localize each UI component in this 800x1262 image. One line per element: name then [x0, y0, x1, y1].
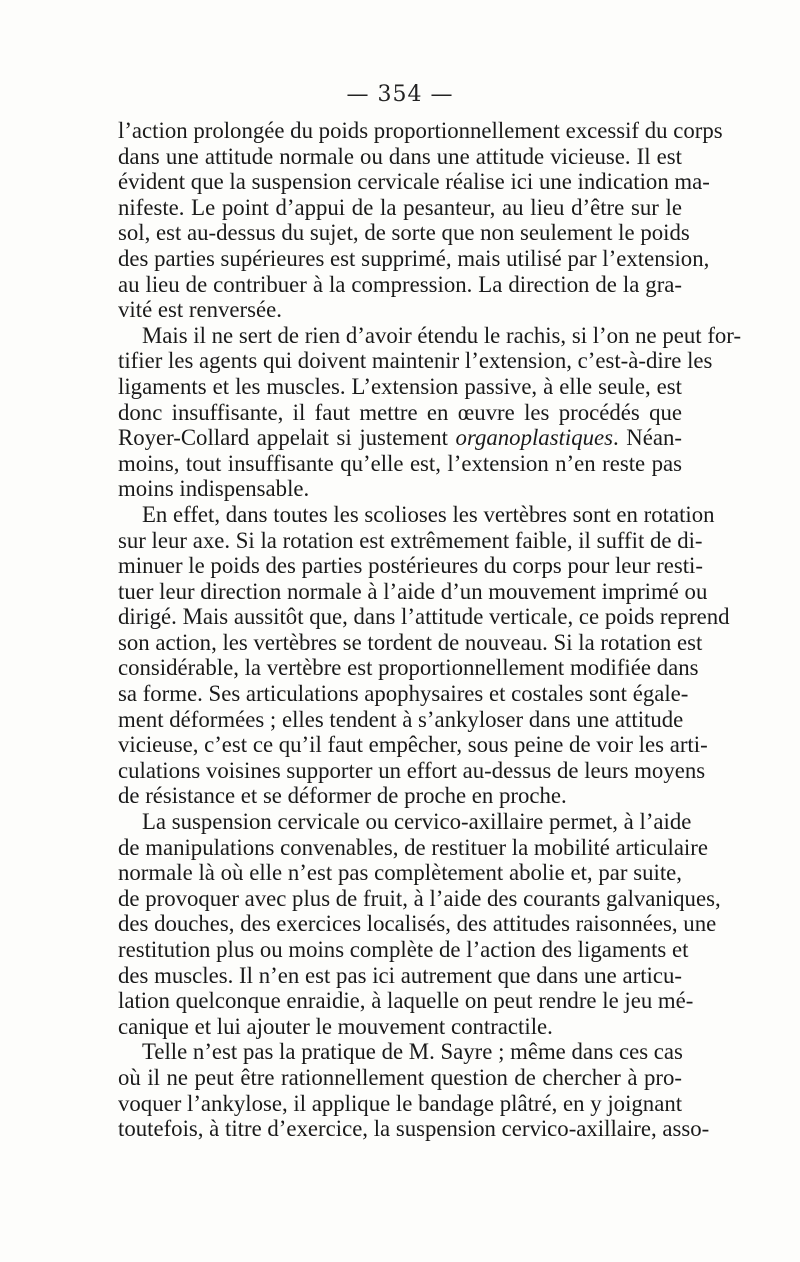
text-line: donc insuffisante, il faut mettre en œuvre les procédés que: [118, 399, 682, 425]
text-line: normale là où elle n’est pas complètement abolie et, par suite,: [118, 860, 682, 886]
paragraph: [118, 501, 730, 809]
italic-term: organoplastiques: [455, 425, 614, 451]
text-line: au lieu de contribuer à la compression. La direction de la gra-: [118, 271, 682, 297]
text-line: ligaments et les muscles. L’extension passive, à elle seule, est: [118, 373, 682, 399]
text-line: minuer le poids des parties postérieures du corps pour leur resti-: [118, 553, 703, 579]
text-line: moins, tout insuffisante qu’elle est, l’extension n’en reste pas: [118, 450, 682, 476]
text-line: sa forme. Ses articulations apophysaires et costales sont égale-: [118, 681, 689, 707]
text-line: des douches, des exercices localisés, des attitudes raisonnées, une: [118, 911, 717, 937]
text-line: nifeste. Le point d’appui de la pesanteur, au lieu d’être sur le: [118, 194, 682, 220]
text-line: évident que la suspension cervicale réalise ici une indication ma-: [118, 169, 710, 195]
text-line: moins indispensable.: [118, 476, 310, 502]
text-line: sol, est au-dessus du sujet, de sorte que non seulement le poids: [118, 220, 690, 246]
text-line: restitution plus ou moins complète de l’action des ligaments et: [118, 937, 689, 962]
text-line: Royer-Collard appelait si justement organoplastiques. Néan-: [118, 425, 682, 451]
text-line: lation quelconque enraidie, à laquelle on peut rendre le jeu mé-: [118, 988, 694, 1014]
text-line: toutefois, à titre d’exercice, la suspension cervico-axillaire, asso-: [118, 1116, 710, 1142]
text-line: des parties supérieures est supprimé, mais utilisé par l’extension,: [118, 245, 710, 271]
text-line: Telle n’est pas la pratique de M. Sayre ; même dans ces cas: [142, 1039, 683, 1065]
text-line: de résistance et se déformer de proche en proche.: [118, 783, 567, 809]
text-line: vité est renversée.: [118, 297, 282, 323]
text-line: l’action prolongée du poids proportionnellement excessif du corps: [118, 118, 723, 143]
text-line: de provoquer avec plus de fruit, à l’aide des courants galvaniques,: [118, 885, 721, 911]
text-line: tifier les agents qui doivent maintenir l’extension, c’est-à-dire les: [118, 348, 713, 374]
text-line: dans une attitude normale ou dans une attitude vicieuse. Il est: [118, 143, 682, 169]
body-text: [118, 118, 742, 1142]
text-line: tuer leur direction normale à l’aide d’un mouvement imprimé ou: [118, 578, 708, 604]
text-line: dirigé. Mais aussitôt que, dans l’attitude verticale, ce poids reprend: [118, 604, 730, 630]
paragraph: [118, 322, 742, 502]
text-line: considérable, la vertèbre est proportionnellement modifiée dans: [118, 655, 699, 681]
text-line: de manipulations convenables, de restituer la mobilité articulaire: [118, 834, 708, 860]
paragraph: [118, 1039, 710, 1142]
text-line: En effet, dans toutes les scolioses les vertèbres sont en rotation: [142, 501, 715, 527]
text-line: vicieuse, c’est ce qu’il faut empêcher, sous peine de voir les arti-: [118, 732, 708, 758]
text-line: voquer l’ankylose, il applique le bandage plâtré, en y joignant: [118, 1090, 683, 1116]
paragraph: [118, 118, 723, 323]
text-line: ment déformées ; elles tendent à s’ankyloser dans une attitude: [118, 706, 684, 732]
text-line: son action, les vertèbres se tordent de nouveau. Si la rotation est: [118, 629, 703, 655]
text-line: La suspension cervicale ou cervico-axillaire permet, à l’aide: [142, 809, 692, 835]
page-number: — 354 —: [346, 82, 454, 107]
text-line: où il ne peut être rationnellement question de chercher à pro-: [118, 1064, 682, 1090]
text-line: sur leur axe. Si la rotation est extrêmement faible, il suffit de di-: [118, 527, 703, 553]
text-line: canique et lui ajouter le mouvement contractile.: [118, 1013, 553, 1039]
paragraph: [118, 809, 721, 1039]
text-line: Mais il ne sert de rien d’avoir étendu le rachis, si l’on ne peut for-: [142, 322, 742, 348]
text-line: des muscles. Il n’en est pas ici autrement que dans une articu-: [118, 962, 682, 988]
text-line: culations voisines supporter un effort au-dessus de leurs moyens: [118, 757, 706, 783]
